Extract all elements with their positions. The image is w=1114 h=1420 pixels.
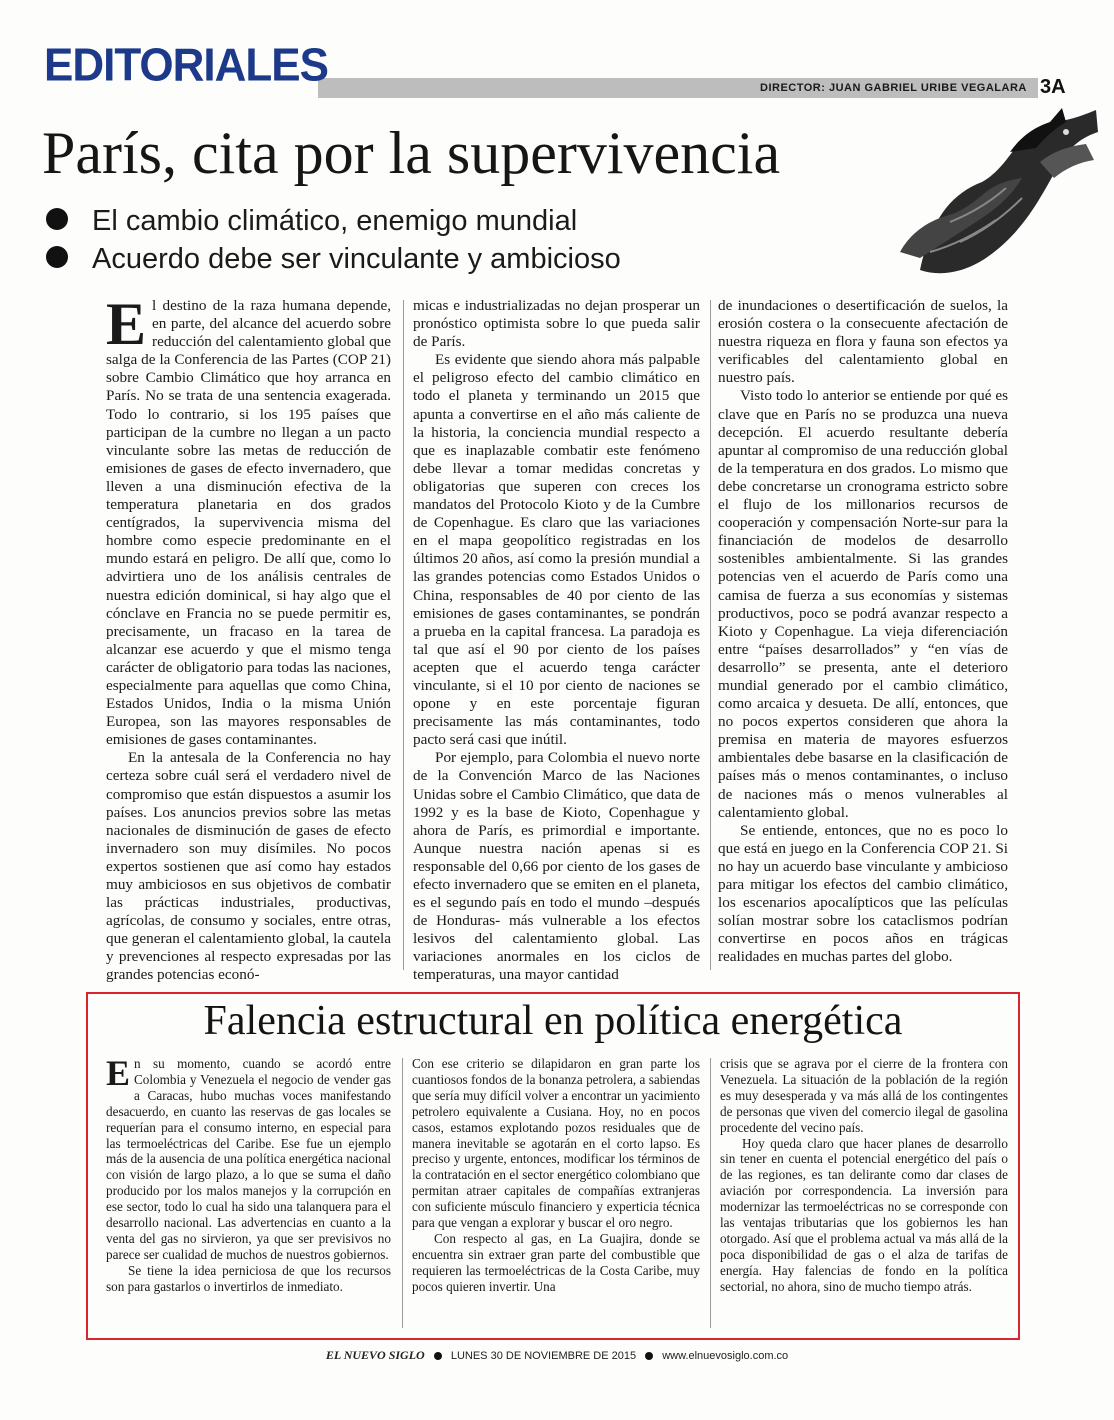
paragraph: Es evidente que siendo ahora más palpable el peligroso efecto del cambio climático en todo el planeta y terminando un 2015 que apunta a convertirse en el año más caliente de la historia, la conciencia mundial respecto a que es inaplazable combatir este fenómeno debe llevar a tomar medidas concretas y obligatorias que superen con creces los mandatos del Protocolo Kioto y de la Cumbre de Copenhague. Es claro que las variaciones en el mapa geopolítico registradas en los últimos 20 años, así como la presión mundial a las grandes potencias como Estados Unidos o China, responsables de 40 por ciento de las emisiones de gases contaminantes, se pondrán a prueba en la capital francesa. La paradoja es tal que así el 90 por ciento de los países acepten que el acuerdo tenga carácter vinculante, si el 10 por ciento de naciones se opone y en este porcentaje figuran precisamente las más contaminantes, todo pacto será casi que inútil. bbox=[413, 351, 700, 749]
footer-url[interactable]: www.elnuevosiglo.com.co bbox=[662, 1350, 789, 1362]
article2-column-2 bbox=[412, 1056, 700, 1295]
bullet-dot-icon bbox=[46, 208, 68, 230]
column-divider bbox=[403, 300, 404, 970]
paragraph: micas e industrializadas no dejan prosperar un pronóstico optimista sobre lo que pueda salir de París. bbox=[413, 297, 700, 351]
bullet-dot-icon bbox=[434, 1352, 442, 1360]
column-divider bbox=[710, 300, 711, 970]
drop-cap: E bbox=[106, 1053, 131, 1093]
paragraph: Con ese criterio se dilapidaron en gran parte los cuantiosos fondos de la bonanza petrolera, a sabiendas que sería muy difícil volver a encontrar un yacimiento petrolero equivalente a Cusiana. Hoy, no en pocos casos, estamos explotando pozos residuales que de manera inevitable se agotarán en el corto lapso. Es preciso y urgente, entonces, modificar los términos de la contratación en el sector energético colombiano que permitan atraer capitales de compañías extranjeras con suficiente músculo financiero y experticia técnica para que vengan a explorar y buscar el oro negro. bbox=[412, 1056, 700, 1231]
paragraph-text: n su momento, cuando se acordó entre Colombia y Venezuela el negocio de vender gas a Caracas, hubo muchas voces manifestando desacuerdo, en cuanto las reservas de gas locales se requerían para el consumo interno, en especial para las termoeléctricas del Caribe. Ese fue un ejemplo más de la ausencia de una política energética nacional con visión de largo plazo, a lo que se suma el daño producido por los malos manejos y la corrupción en ese sector, todo lo cual ha sido una talanquera para el desarrollo nacional. Las advertencias en cuanto a la venta del gas no sirvieron, ya que ser previsivos no parece ser cualidad de muchos de nuestros gobiernos. bbox=[106, 1056, 391, 1262]
paragraph bbox=[106, 1053, 391, 1263]
paragraph bbox=[106, 291, 391, 749]
drop-cap: E bbox=[106, 291, 147, 357]
bullet-dot-icon bbox=[645, 1352, 653, 1360]
paragraph-text: l destino de la raza humana depende, en parte, del alcance del acuerdo sobre reducción del calentamiento global que salga de la Conferencia de las Partes (COP 21) sobre Cambio Climático que hoy arranca en París. No se trata de una sentencia exagerada. Todo lo contrario, si los 195 países que participan de la cumbre no llegan a un pacto vinculante sobre las metas de reducción de emisiones de gases de efecto invernadero, que lleven a una disminución efectiva de la temperatura planetaria en dos grados centígrados, la supervivencia misma del hombre como especie predominante en el mundo estará en peligro. De allí que, como lo advirtiera uno de los análisis centrales de nuestra edición dominical, si hay algo que el cónclave en Francia no se puede permitir es, precisamente, un fracaso en la tarea de alcanzar ese acuerdo y que el mismo tenga carácter de obligatorio para todas las naciones, especialmente para aquellas que como China, Estados Unidos, India o la misma Unión Europea, son las mayores responsables de emisiones de gases contaminantes. bbox=[106, 297, 391, 749]
footer-date: LUNES 30 DE NOVIEMBRE DE 2015 bbox=[450, 1350, 637, 1362]
subheading-bullet-2 bbox=[46, 243, 621, 276]
director-line: DIRECTOR: JUAN GABRIEL URIBE VEGALARA bbox=[760, 82, 1027, 94]
paragraph: de inundaciones o desertificación de suelos, la erosión costera o la consecuente afectación de nuestra riqueza en flora y fauna son efectos ya verificables del calentamiento global en nuestro país. bbox=[718, 297, 1008, 387]
page-number: 3A bbox=[1040, 76, 1066, 98]
paragraph: Visto todo lo anterior se entiende por qué es clave que en París no se produzca una nueva decepción. El acuerdo resultante debería apuntar al compromiso de una reducción global de la temperatura en dos grados. Lo mismo que debe concretarse un cronograma estricto sobre el flujo de los millonarios recursos de cooperación y compensación Norte-sur para la financiación de modelos de desarrollo sostenibles ambientalmente. Si las grandes potencias ven el acuerdo de París como una camisa de fuerza a sus economías y sistemas productivos, poco se podrá avanzar respecto a Kioto y Copenhague. La vieja diferenciación entre “países desarrollados” y “en vías de desarrollo” se presenta, ante el deterioro mundial generado por el cambio climático, como arcaica y desueta. De allí, entonces, que no pocos expertos consideren que ahora la premisa en materia de mayores esfuerzos ambientales debe basarse en la clasificación de países más o menos contaminantes, o incluso de naciones más o menos vulnerables al calentamiento global. bbox=[718, 387, 1008, 821]
paragraph: Por ejemplo, para Colombia el nuevo norte de la Convención Marco de las Naciones Unidas sobre el Cambio Climático, que data de 1992 y es la base de Kioto, Copenhague y ahora de París, es primordial e importante. Aunque nuestra nación apenas si es responsable del 0,66 por ciento de los gases de efecto invernadero que se emiten en el planeta, es el segundo país en todo el mundo –después de Honduras- más vulnerable a los efectos lesivos del calentamiento global. Las variaciones anormales en los ciclos de temperaturas, una mayor cantidad bbox=[413, 749, 700, 984]
paragraph: Se entiende, entonces, que no es poco lo que está en juego en la Conferencia COP 21. Si no hay un acuerdo base vinculante y ambicioso para mitigar los efectos del cambio climático, los escenarios apocalípticos que las películas solían mostrar sobre los cataclismos podrían convertirse en pocos años en trágicas realidades en muchas partes del globo. bbox=[718, 821, 1008, 966]
article2-headline: Falencia estructural en política energética bbox=[203, 998, 903, 1044]
article1-column-3 bbox=[718, 297, 1008, 966]
subheading-text: El cambio climático, enemigo mundial bbox=[92, 205, 578, 237]
paragraph: Con respecto al gas, en La Guajira, donde se encuentra sin extraer gran parte del combustible que requieren las termoeléctricas de la Costa Caribe, muy pocos quieren invertir. Una bbox=[412, 1230, 700, 1294]
subheading-bullet-1 bbox=[46, 205, 577, 238]
section-title: EDITORIALES bbox=[44, 39, 329, 92]
section-header bbox=[44, 39, 329, 92]
newspaper-logo: EL NUEVO SIGLO bbox=[325, 1348, 425, 1362]
article1-column-2 bbox=[413, 297, 700, 985]
paragraph: Hoy queda claro que hacer planes de desarrollo sin tener en cuenta el potencial energético del país o de las regiones, es tan delirante como dar clases de aviación por correspondencia. La inversión para modernizar las termoeléctricas no se corresponde con las ventajas tributarias que los gobiernos les han otorgado. Así que el problema actual va más allá de la poca disponibilidad de gas o el alza de tarifas de energía. Hay falencias de fondo en la política sectorial, no ahora, sino de mucho tiempo atrás. bbox=[720, 1135, 1008, 1294]
subheading-text: Acuerdo debe ser vinculante y ambicioso bbox=[92, 243, 621, 275]
paragraph: Se tiene la idea perniciosa de que los recursos son para gastarlos o invertirlos de inmediato. bbox=[106, 1262, 391, 1294]
article2-column-3 bbox=[720, 1056, 1008, 1295]
paragraph: En la antesala de la Conferencia no hay certeza sobre cuál será el verdadero nivel de compromiso que están dispuestos a asumir los países. Los anuncios previos sobre las metas nacionales de disminución de gases de efecto invernadero son muy disímiles. No pocos expertos sostienen que así como hay estados muy ambiciosos en sus objetivos de combatir las prácticas industriales, productivas, agrícolas, de consumo y sociales, entre otras, que generan el calentamiento global, la cautela y prevenciones al respecto expresadas por las grandes potencias econó- bbox=[106, 749, 391, 984]
page-footer bbox=[0, 1348, 1114, 1363]
bullet-dot-icon bbox=[46, 246, 68, 268]
paragraph: crisis que se agrava por el cierre de la frontera con Venezuela. La situación de la población de la región es muy desesperada y va más allá de los contingentes de personas que viven del comercio ilegal de gasolina procedente del vecino país. bbox=[720, 1056, 1008, 1135]
horse-illustration bbox=[890, 102, 1102, 280]
column-divider bbox=[710, 1058, 711, 1328]
article-headline: París, cita por la supervivencia bbox=[42, 120, 781, 186]
article1-column-1 bbox=[106, 291, 391, 985]
article2-column-1 bbox=[106, 1053, 391, 1295]
column-divider bbox=[402, 1058, 403, 1328]
